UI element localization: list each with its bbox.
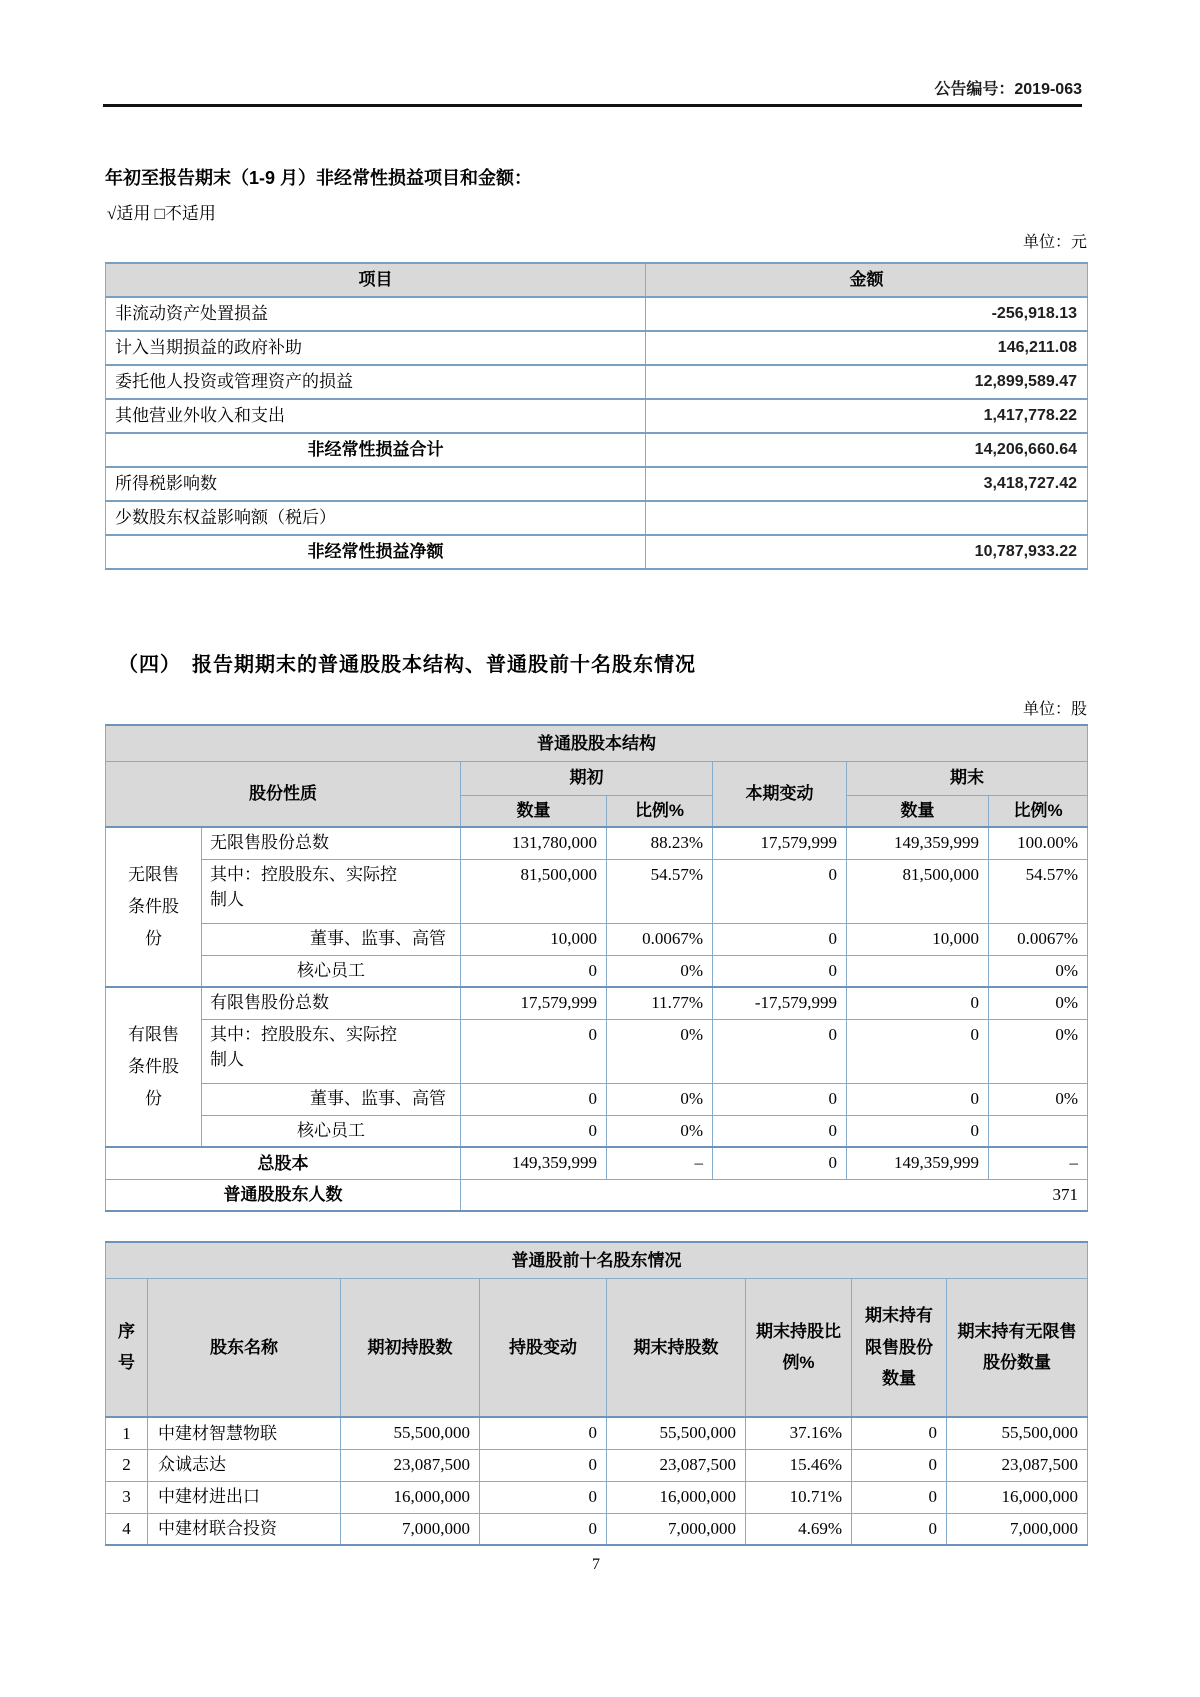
table-title-row (106, 1242, 1088, 1278)
share-value: 0 (847, 987, 989, 1019)
column-header-pct-end: 比例% (989, 795, 1088, 827)
holder-value: 0 (480, 1513, 607, 1545)
holder-value: 10.71% (746, 1481, 852, 1513)
table-row (106, 827, 1088, 859)
doc-number: 公告编号：2019-063 (934, 81, 1082, 98)
column-header-item: 项目 (106, 263, 646, 297)
share-value: 0 (713, 1115, 847, 1147)
item-amount (646, 501, 1088, 535)
holder-rank: 2 (106, 1449, 148, 1481)
table-row (106, 1083, 1088, 1115)
holder-value: 15.46% (746, 1449, 852, 1481)
column-header-change: 本期变动 (713, 761, 847, 827)
total-capital-value: 0 (713, 1147, 847, 1179)
holder-name: 众诚志达 (148, 1449, 341, 1481)
share-value: 0 (713, 859, 847, 923)
share-value: 81,500,000 (847, 859, 989, 923)
item-amount: 1,417,778.22 (646, 399, 1088, 433)
total-capital-value: 149,359,999 (847, 1147, 989, 1179)
table-row (106, 1115, 1088, 1147)
item-label: 委托他人投资或管理资产的损益 (106, 365, 646, 399)
holder-value: 55,500,000 (947, 1417, 1088, 1449)
share-row-label: 董事、监事、高管 (202, 1083, 461, 1115)
item-label: 计入当期损益的政府补助 (106, 331, 646, 365)
holder-value: 16,000,000 (947, 1481, 1088, 1513)
table-row (106, 535, 1088, 569)
share-value: 0.0067% (607, 923, 713, 955)
item-label: 非流动资产处置损益 (106, 297, 646, 331)
table-row (106, 1147, 1088, 1179)
total-capital-label: 总股本 (106, 1147, 461, 1179)
table-row (106, 1019, 1088, 1083)
share-value: 131,780,000 (461, 827, 607, 859)
table-row (106, 955, 1088, 987)
share-value: 10,000 (847, 923, 989, 955)
holder-count-label: 普通股股东人数 (106, 1179, 461, 1211)
unit-label-share: 单位：股 (1022, 701, 1087, 718)
share-value: 0 (713, 955, 847, 987)
share-row-label: 其中：控股股东、实际控制人 (202, 1019, 461, 1083)
share-value: 0% (607, 955, 713, 987)
total-capital-value: 149,359,999 (461, 1147, 607, 1179)
share-value: 81,500,000 (461, 859, 607, 923)
table-row (106, 331, 1088, 365)
table-title: 普通股股本结构 (106, 725, 1088, 761)
table-row (106, 467, 1088, 501)
item-label: 少数股东权益影响额（税后） (106, 501, 646, 535)
table-title-row (106, 725, 1088, 761)
holder-rank: 3 (106, 1481, 148, 1513)
table-row (106, 923, 1088, 955)
share-value: 0 (847, 1019, 989, 1083)
share-value: -17,579,999 (713, 987, 847, 1019)
holder-value: 37.16% (746, 1417, 852, 1449)
share-value: 0 (847, 1115, 989, 1147)
column-header: 期末持有无限售股份数量 (947, 1278, 1088, 1417)
share-value: 0.0067% (989, 923, 1088, 955)
holder-name: 中建材智慧物联 (148, 1417, 341, 1449)
share-value: 0 (713, 923, 847, 955)
share-value: 100.00% (989, 827, 1088, 859)
holder-value: 7,000,000 (341, 1513, 480, 1545)
column-header: 序号 (106, 1278, 148, 1417)
share-group-label: 无限售条件股份 (106, 827, 202, 987)
item-label: 其他营业外收入和支出 (106, 399, 646, 433)
share-value: 0 (713, 1019, 847, 1083)
share-value: 10,000 (461, 923, 607, 955)
column-header-qty-begin: 数量 (461, 795, 607, 827)
column-header: 期末持有限售股份数量 (852, 1278, 947, 1417)
holder-count-value: 371 (461, 1179, 1088, 1211)
share-value: 88.23% (607, 827, 713, 859)
table-row (106, 501, 1088, 535)
unit-label-yuan: 单位：元 (1022, 234, 1087, 251)
share-value: 0% (989, 955, 1088, 987)
table-header-row (106, 761, 1088, 795)
table-row (106, 987, 1088, 1019)
share-row-label: 有限售股份总数 (202, 987, 461, 1019)
share-row-label: 董事、监事、高管 (202, 923, 461, 955)
share-value: 0% (607, 1115, 713, 1147)
share-value (847, 955, 989, 987)
holder-value: 23,087,500 (607, 1449, 746, 1481)
table-row (106, 859, 1088, 923)
column-header-pct-begin: 比例% (607, 795, 713, 827)
table-row (106, 297, 1088, 331)
share-value: 17,579,999 (461, 987, 607, 1019)
table-row (106, 1481, 1088, 1513)
column-header: 期末持股数 (607, 1278, 746, 1417)
column-header-ending: 期末 (847, 761, 1088, 795)
holder-value: 0 (852, 1417, 947, 1449)
column-header: 期初持股数 (341, 1278, 480, 1417)
share-value: 149,359,999 (847, 827, 989, 859)
item-amount: -256,918.13 (646, 297, 1088, 331)
share-value: 0% (989, 1083, 1088, 1115)
share-value: 0% (989, 1019, 1088, 1083)
share-row-label: 无限售股份总数 (202, 827, 461, 859)
table-row (106, 1449, 1088, 1481)
share-group-label: 有限售条件股份 (106, 987, 202, 1147)
share-row-label: 核心员工 (202, 1115, 461, 1147)
share-value: 0 (847, 1083, 989, 1115)
table-row (106, 433, 1088, 467)
holder-value: 7,000,000 (947, 1513, 1088, 1545)
share-value: 0% (607, 1083, 713, 1115)
applicability-line: √适用 □不适用 (107, 204, 216, 223)
item-amount: 146,211.08 (646, 331, 1088, 365)
share-value: 54.57% (607, 859, 713, 923)
table-row (106, 1513, 1088, 1545)
top-holders-table (105, 1241, 1088, 1546)
column-header-qty-end: 数量 (847, 795, 989, 827)
table-row (106, 1179, 1088, 1211)
column-header: 期末持股比例% (746, 1278, 852, 1417)
holder-value: 7,000,000 (607, 1513, 746, 1545)
holder-value: 23,087,500 (341, 1449, 480, 1481)
column-header: 持股变动 (480, 1278, 607, 1417)
item-label: 所得税影响数 (106, 467, 646, 501)
holder-value: 55,500,000 (607, 1417, 746, 1449)
holder-name: 中建材联合投资 (148, 1513, 341, 1545)
holder-value: 16,000,000 (607, 1481, 746, 1513)
share-value: 54.57% (989, 859, 1088, 923)
holder-value: 0 (852, 1513, 947, 1545)
item-label: 非经常性损益合计 (106, 433, 646, 467)
column-header-beginning: 期初 (461, 761, 713, 795)
header-rule (103, 104, 1082, 107)
share-value: 0 (461, 1083, 607, 1115)
share-value: 11.77% (607, 987, 713, 1019)
share-value: 17,579,999 (713, 827, 847, 859)
share-row-label: 其中：控股股东、实际控制人 (202, 859, 461, 923)
column-header-amount: 金额 (646, 263, 1088, 297)
holder-rank: 4 (106, 1513, 148, 1545)
section2-title: （四） 报告期期末的普通股股本结构、普通股前十名股东情况 (118, 654, 696, 676)
section1-title: 年初至报告期末（1-9 月）非经常性损益项目和金额： (105, 168, 533, 188)
item-amount: 14,206,660.64 (646, 433, 1088, 467)
table-row (106, 365, 1088, 399)
share-value: 0 (713, 1083, 847, 1115)
item-amount: 3,418,727.42 (646, 467, 1088, 501)
column-header: 股东名称 (148, 1278, 341, 1417)
total-capital-value: – (989, 1147, 1088, 1179)
holder-value: 0 (480, 1417, 607, 1449)
total-capital-value: – (607, 1147, 713, 1179)
table-title: 普通股前十名股东情况 (106, 1242, 1088, 1278)
share-value: 0 (461, 955, 607, 987)
item-label: 非经常性损益净额 (106, 535, 646, 569)
holder-value: 0 (480, 1449, 607, 1481)
holder-value: 0 (852, 1481, 947, 1513)
share-row-label: 核心员工 (202, 955, 461, 987)
holder-value: 0 (480, 1481, 607, 1513)
item-amount: 12,899,589.47 (646, 365, 1088, 399)
nonrecurring-items-table (105, 262, 1088, 570)
share-value: 0 (461, 1019, 607, 1083)
table-row (106, 399, 1088, 433)
holder-value: 55,500,000 (341, 1417, 480, 1449)
column-header-nature: 股份性质 (106, 761, 461, 827)
table-header-row (106, 1278, 1088, 1417)
share-value (989, 1115, 1088, 1147)
item-amount: 10,787,933.22 (646, 535, 1088, 569)
capital-structure-table (105, 724, 1088, 1212)
holder-rank: 1 (106, 1417, 148, 1449)
table-row (106, 1417, 1088, 1449)
holder-value: 23,087,500 (947, 1449, 1088, 1481)
page-number: 7 (592, 1556, 600, 1573)
share-value: 0% (989, 987, 1088, 1019)
share-value: 0% (607, 1019, 713, 1083)
share-value: 0 (461, 1115, 607, 1147)
holder-value: 4.69% (746, 1513, 852, 1545)
holder-value: 16,000,000 (341, 1481, 480, 1513)
holder-name: 中建材进出口 (148, 1481, 341, 1513)
table-header-row (106, 263, 1088, 297)
holder-value: 0 (852, 1449, 947, 1481)
